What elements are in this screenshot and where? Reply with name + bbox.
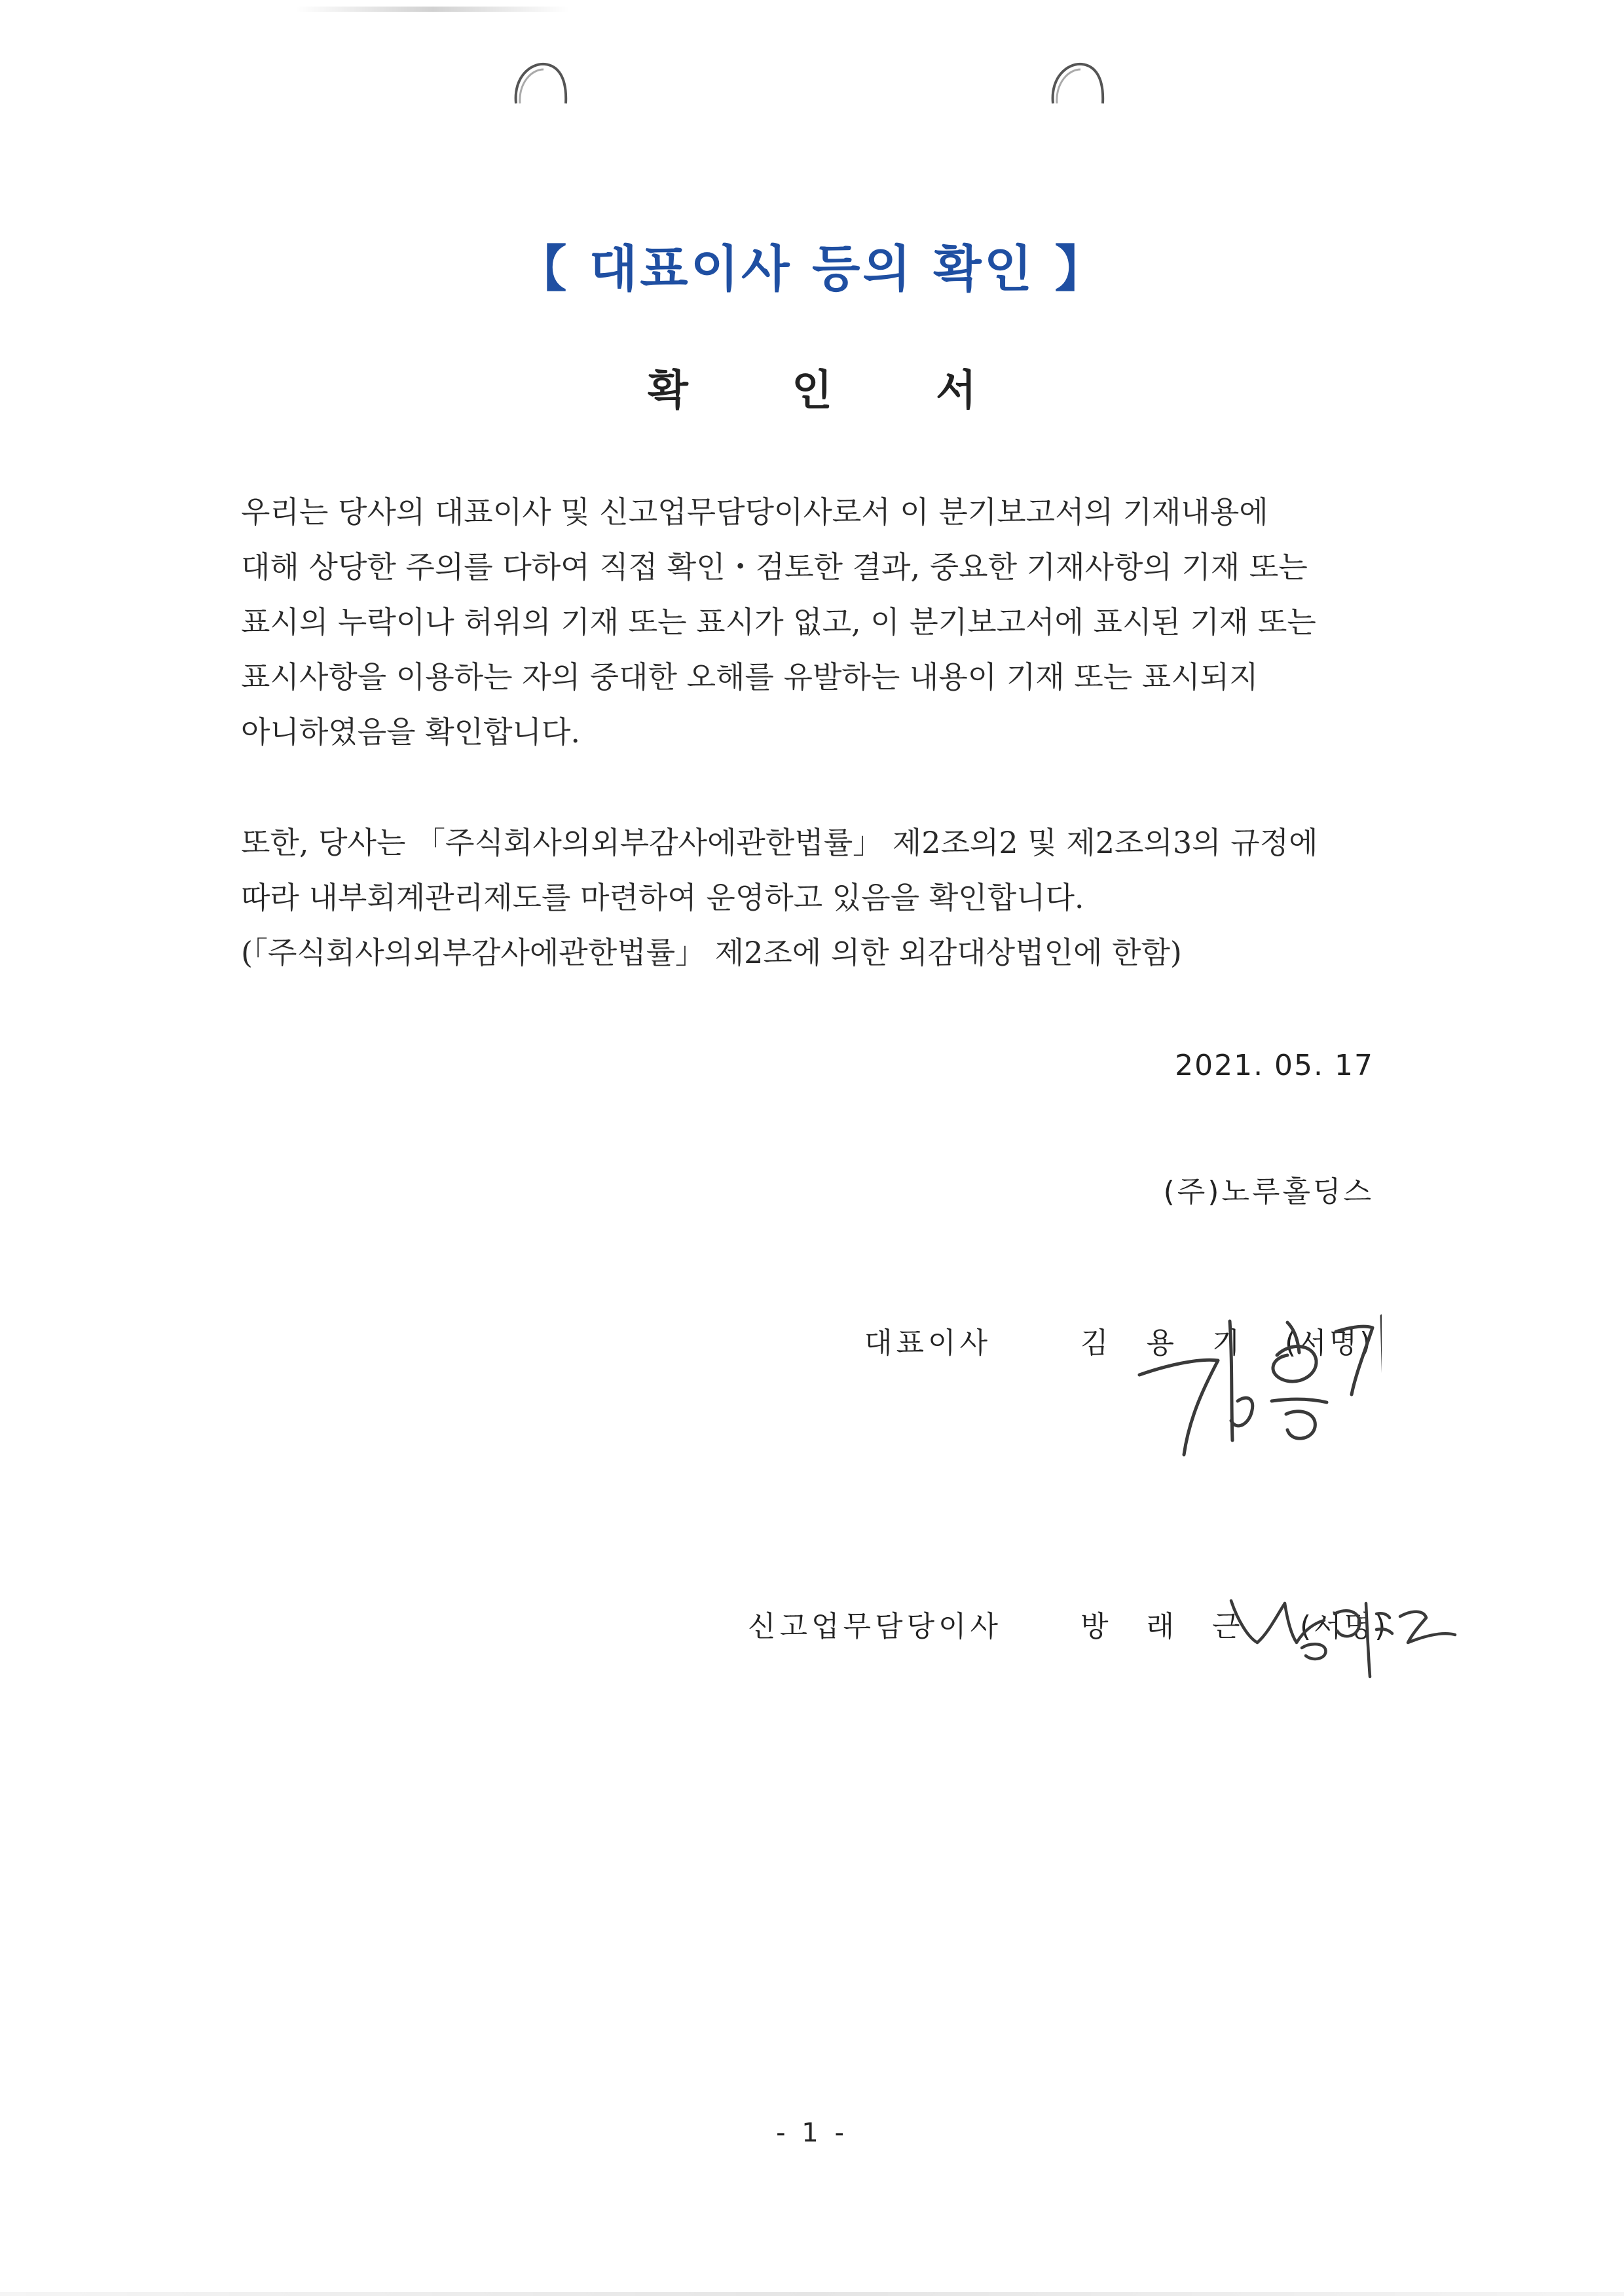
confirmation-paragraph	[241, 484, 1413, 759]
cfo-name: 방 래 근	[1080, 1610, 1255, 1643]
cfo-signature-mark: (서명)	[1300, 1610, 1389, 1643]
paragraph-line: 대해 상당한 주의를 다하여 직접 확인・검토한 결과, 중요한 기재사항의 기재 또는	[241, 549, 1308, 585]
paragraph-line: 우리는 당사의 대표이사 및 신고업무담당이사로서 이 분기보고서의 기재내용에	[241, 494, 1268, 530]
section-heading: 【 대표이사 등의 확인 】	[517, 240, 1107, 298]
punch-hole	[511, 58, 570, 107]
cfo-role-label: 신고업무담당이사	[748, 1610, 1003, 1643]
ceo-name: 김 용 기	[1080, 1326, 1255, 1360]
document-title: 확 인 서	[647, 366, 1022, 415]
paragraph-line: 표시사항을 이용하는 자의 중대한 오해를 유발하는 내용이 기재 또는 표시되지	[241, 659, 1259, 695]
ceo-role-label: 대표이사	[864, 1326, 992, 1360]
paragraph-line: 아니하였음을 확인합니다.	[241, 714, 581, 750]
page-number: - 1 -	[776, 2118, 848, 2148]
document-date: 2021. 05. 17	[1175, 1049, 1374, 1082]
scan-edge	[0, 2292, 1624, 2296]
ceo-signature-mark: (서명)	[1285, 1326, 1374, 1360]
paragraph-line: (「주식회사의외부감사에관한법률」 제2조에 의한 외감대상법인에 한함)	[241, 935, 1182, 970]
punch-hole	[1048, 58, 1107, 107]
internal-control-paragraph	[241, 815, 1413, 980]
paragraph-line: 표시의 누락이나 허위의 기재 또는 표시가 없고, 이 분기보고서에 표시된 기재 또는	[241, 604, 1316, 640]
scan-shadow	[295, 7, 570, 12]
company-name: (주)노루홀딩스	[1163, 1175, 1374, 1209]
paragraph-line: 따라 내부회계관리제도를 마련하여 운영하고 있음을 확인합니다.	[241, 880, 1084, 915]
paragraph-line: 또한, 당사는 「주식회사의외부감사에관한법률」 제2조의2 및 제2조의3의 규정에	[241, 825, 1318, 860]
